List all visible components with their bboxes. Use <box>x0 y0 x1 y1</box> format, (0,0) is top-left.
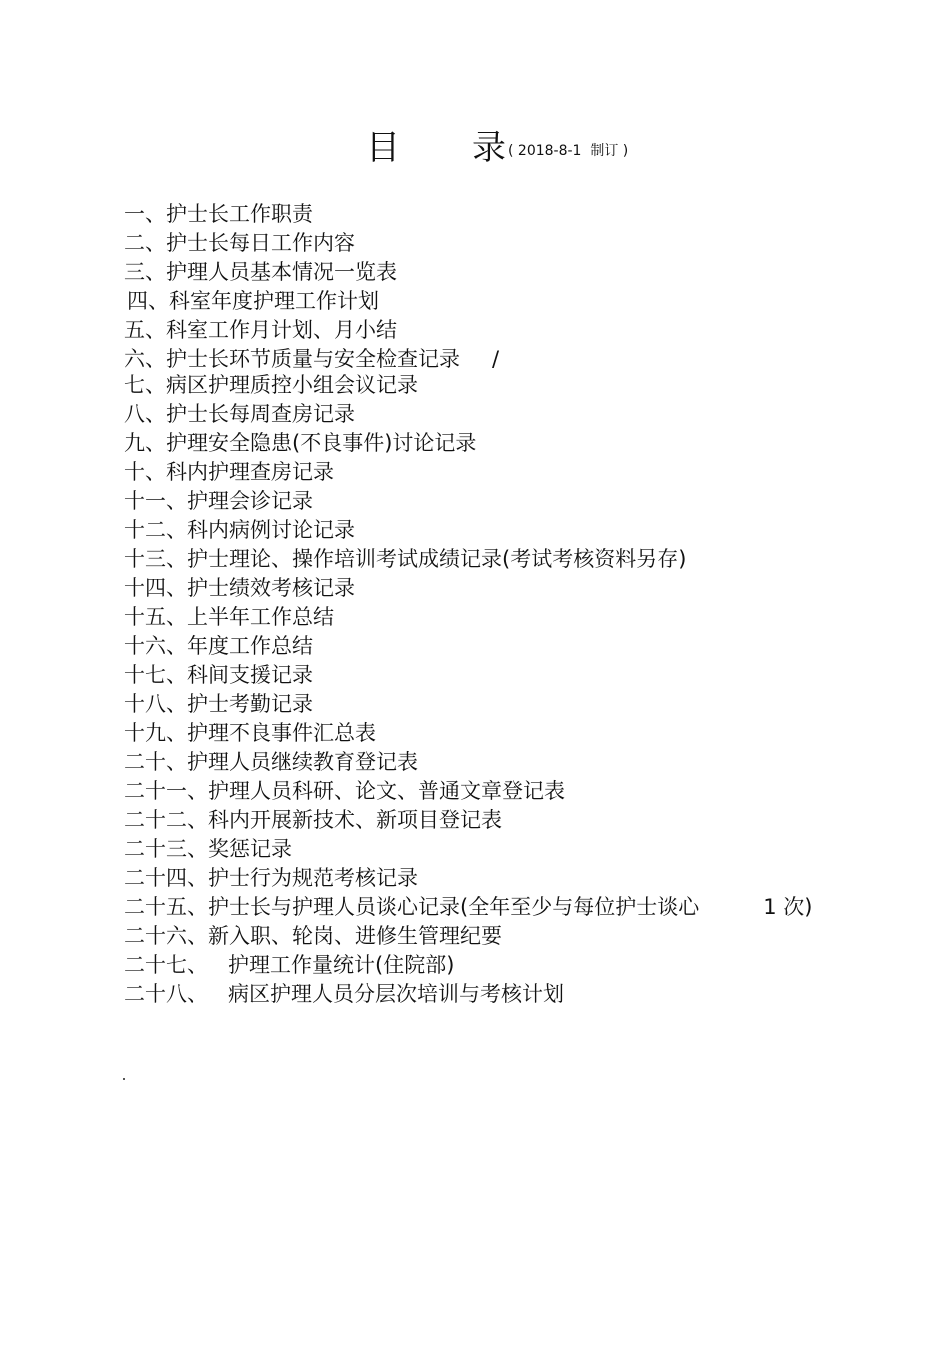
page-title <box>0 128 950 176</box>
toc-item-3 <box>124 258 904 287</box>
toc-item-text: 一、护士长工作职责 <box>124 202 313 226</box>
title-char-mu: 目 <box>366 128 400 168</box>
toc-item-5 <box>124 316 904 345</box>
toc-item-16 <box>124 632 904 661</box>
toc-item-28 <box>124 980 904 1009</box>
toc-item-15 <box>124 603 904 632</box>
toc-item-text: 四、科室年度护理工作计划 <box>127 289 379 313</box>
toc-item-text: 九、护理安全隐患(不良事件)讨论记录 <box>124 431 477 455</box>
toc-item-23 <box>124 835 904 864</box>
toc-item-2 <box>124 229 904 258</box>
toc-item-text: 二十八、 病区护理人员分层次培训与考核计划 <box>124 982 565 1006</box>
toc-item-text: 二、护士长每日工作内容 <box>124 231 355 255</box>
toc-item-20 <box>124 748 904 777</box>
toc-item-text: 二十七、 护理工作量统计(住院部) <box>124 953 455 977</box>
toc-item-text: 二十六、新入职、轮岗、进修生管理纪要 <box>124 924 502 948</box>
toc-item-25 <box>124 893 904 922</box>
toc-item-6 <box>124 345 904 371</box>
toc-item-27 <box>124 951 904 980</box>
toc-item-24 <box>124 864 904 893</box>
table-of-contents <box>124 200 904 1009</box>
toc-item-text: 十五、上半年工作总结 <box>124 605 334 629</box>
toc-item-text: 十六、年度工作总结 <box>124 634 313 658</box>
toc-item-26 <box>124 922 904 951</box>
toc-item-text: 十二、科内病例讨论记录 <box>124 518 355 542</box>
toc-item-text: 三、护理人员基本情况一览表 <box>124 260 397 284</box>
toc-item-7 <box>124 371 904 400</box>
toc-item-text: 二十三、奖惩记录 <box>124 837 292 861</box>
toc-item-13 <box>124 545 904 574</box>
toc-item-14 <box>124 574 904 603</box>
toc-item-18 <box>124 690 904 719</box>
toc-item-text: 十四、护士绩效考核记录 <box>124 576 355 600</box>
toc-item-text: 十三、护士理论、操作培训考试成绩记录(考试考核资料另存) <box>124 547 687 571</box>
toc-item-1 <box>124 200 904 229</box>
toc-item-text: 十九、护理不良事件汇总表 <box>124 721 376 745</box>
toc-item-text: 二十四、护士行为规范考核记录 <box>124 866 418 890</box>
toc-item-10 <box>124 458 904 487</box>
toc-item-text: 八、护士长每周查房记录 <box>124 402 355 426</box>
toc-item-11 <box>124 487 904 516</box>
toc-item-text: 七、病区护理质控小组会议记录 <box>124 373 418 397</box>
title-date-note: ( 2018-8-1 制订 ) <box>508 143 629 159</box>
toc-item-12 <box>124 516 904 545</box>
toc-item-text: 二十五、护士长与护理人员谈心记录(全年至少与每位护士谈心 <box>124 895 700 919</box>
toc-item-trail: / <box>492 347 500 371</box>
toc-item-text: 十八、护士考勤记录 <box>124 692 313 716</box>
toc-item-text: 五、科室工作月计划、月小结 <box>124 318 397 342</box>
toc-item-19 <box>124 719 904 748</box>
toc-item-4 <box>124 287 904 316</box>
toc-item-text: 二十二、科内开展新技术、新项目登记表 <box>124 808 502 832</box>
title-char-lu: 录 <box>472 128 506 168</box>
toc-item-trail: 1 次) <box>763 895 813 919</box>
toc-item-21 <box>124 777 904 806</box>
toc-item-text: 二十一、护理人员科研、论文、普通文章登记表 <box>124 779 565 803</box>
toc-item-22 <box>124 806 904 835</box>
toc-item-text: 十一、护理会诊记录 <box>124 489 313 513</box>
toc-item-text: 二十、护理人员继续教育登记表 <box>124 750 418 774</box>
toc-item-text: 十七、科间支援记录 <box>124 663 313 687</box>
toc-item-9 <box>124 429 904 458</box>
stray-dot-mark <box>123 1078 125 1080</box>
toc-item-8 <box>124 400 904 429</box>
toc-item-text: 六、护士长环节质量与安全检查记录 <box>124 347 460 371</box>
toc-item-text: 十、科内护理查房记录 <box>124 460 334 484</box>
toc-item-17 <box>124 661 904 690</box>
